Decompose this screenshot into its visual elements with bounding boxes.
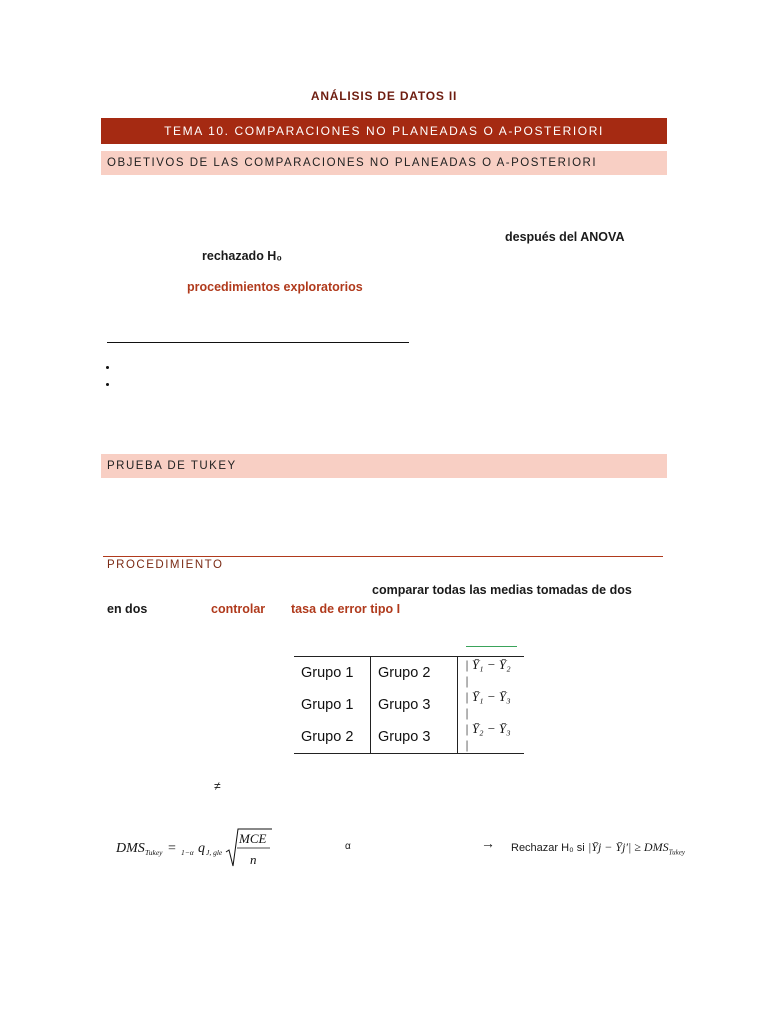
difference-cell: | Ȳ₁ − Ȳ₂ | xyxy=(458,657,525,690)
not-equal-symbol: ≠ xyxy=(214,779,221,793)
dms-formula-svg xyxy=(108,824,274,872)
text-error-rate: tasa de error tipo I xyxy=(291,602,401,616)
equals-sign: = xyxy=(168,841,176,856)
table-row xyxy=(294,689,524,721)
q-symbol: q xyxy=(198,841,205,856)
underline-rule xyxy=(107,342,409,343)
topic-banner xyxy=(101,118,667,144)
table-row xyxy=(294,657,524,690)
bullet-2 xyxy=(106,383,109,386)
difference-cell: | Ȳ₂ − Ȳ₃ | xyxy=(458,721,525,754)
tukey-section-title: PRUEBA DE TUKEY xyxy=(107,460,237,472)
text-after-anova: después del ANOVA xyxy=(505,230,625,244)
alpha-symbol: α xyxy=(345,841,351,852)
q-prescript: 1−α xyxy=(181,848,194,857)
comparison-table xyxy=(294,656,524,754)
text-control: controlar xyxy=(211,602,266,616)
reject-condition-subscript: Tukey xyxy=(668,848,685,857)
table-row xyxy=(294,721,524,754)
arrow-icon: → xyxy=(481,835,495,851)
reject-condition-expression: |Ȳj − Ȳj′| ≥ DMS xyxy=(588,840,669,854)
text-rejected-h0: rechazado H₀ xyxy=(202,249,282,263)
sqrt-numerator: MCE xyxy=(239,831,267,846)
sqrt-denominator: n xyxy=(250,852,257,867)
group-a-cell: Grupo 1 xyxy=(294,689,371,721)
objectives-section-title: OBJETIVOS DE LAS COMPARACIONES NO PLANEADAS O A-POSTERIORI xyxy=(107,157,598,169)
procedure-divider xyxy=(103,556,663,557)
reject-h0-text: Rechazar H₀ si xyxy=(511,842,585,854)
group-b-cell: Grupo 3 xyxy=(371,689,458,721)
procedure-heading: PROCEDIMIENTO xyxy=(107,559,224,571)
dms-lhs: DMS xyxy=(116,841,145,856)
document-title: ANÁLISIS DE DATOS II xyxy=(310,89,458,103)
group-a-cell: Grupo 2 xyxy=(294,721,371,754)
text-in-two: en dos xyxy=(107,602,148,616)
topic-banner-text: TEMA 10. COMPARACIONES NO PLANEADAS O A-POSTERIORI xyxy=(164,124,604,138)
q-subscript: J, gle xyxy=(206,848,223,857)
objectives-section-header xyxy=(101,151,667,175)
group-a-cell: Grupo 1 xyxy=(294,657,371,690)
group-b-cell: Grupo 2 xyxy=(371,657,458,690)
difference-cell: | Ȳ₁ − Ȳ₃ | xyxy=(465,689,511,720)
text-exploratory-procedures: procedimientos exploratorios xyxy=(187,280,363,294)
bullet-1 xyxy=(106,366,109,369)
text-compare-all-means: comparar todas las medias tomadas de dos xyxy=(372,583,632,597)
green-rule xyxy=(466,646,517,647)
reject-condition xyxy=(588,840,685,856)
dms-subscript: Tukey xyxy=(145,848,163,857)
group-b-cell: Grupo 3 xyxy=(371,721,458,754)
dms-tukey-formula xyxy=(108,824,274,872)
tukey-section-header xyxy=(101,454,667,478)
